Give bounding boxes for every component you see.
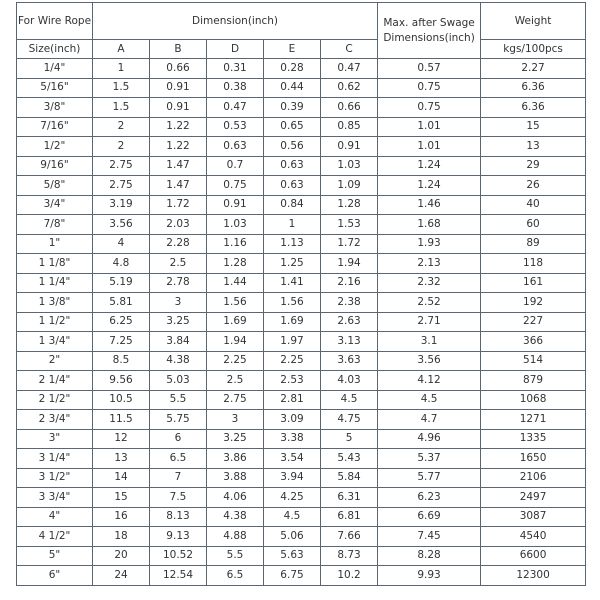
- cell-max-after-swage: 4.5: [378, 390, 481, 410]
- cell-max-after-swage: 3.1: [378, 332, 481, 352]
- cell-d: 1.44: [207, 273, 264, 293]
- cell-a: 4.8: [93, 254, 150, 274]
- cell-size: 6": [17, 566, 93, 586]
- cell-c: 0.47: [321, 59, 378, 79]
- cell-weight: 118: [481, 254, 586, 274]
- table-row: [17, 507, 586, 527]
- header-weight: Weight: [481, 3, 586, 40]
- table-row: [17, 273, 586, 293]
- cell-a: 11.5: [93, 410, 150, 430]
- cell-a: 2.75: [93, 176, 150, 196]
- table-row: [17, 527, 586, 547]
- cell-c: 1.53: [321, 215, 378, 235]
- cell-max-after-swage: 3.56: [378, 351, 481, 371]
- cell-a: 15: [93, 488, 150, 508]
- table-row: [17, 332, 586, 352]
- cell-a: 8.5: [93, 351, 150, 371]
- cell-max-after-swage: 0.75: [378, 98, 481, 118]
- table-row: [17, 176, 586, 196]
- cell-e: 5.63: [264, 546, 321, 566]
- cell-c: 4.03: [321, 371, 378, 391]
- cell-d: 1.56: [207, 293, 264, 313]
- cell-max-after-swage: 2.71: [378, 312, 481, 332]
- cell-max-after-swage: 4.96: [378, 429, 481, 449]
- cell-b: 2.03: [150, 215, 207, 235]
- cell-e: 0.65: [264, 117, 321, 137]
- table-row: [17, 429, 586, 449]
- cell-weight: 6.36: [481, 98, 586, 118]
- cell-weight: 366: [481, 332, 586, 352]
- cell-e: 0.28: [264, 59, 321, 79]
- cell-e: 0.39: [264, 98, 321, 118]
- cell-e: 0.44: [264, 78, 321, 98]
- cell-max-after-swage: 7.45: [378, 527, 481, 547]
- cell-e: 2.25: [264, 351, 321, 371]
- cell-a: 20: [93, 546, 150, 566]
- cell-size: 1 3/4": [17, 332, 93, 352]
- cell-max-after-swage: 8.28: [378, 546, 481, 566]
- cell-d: 4.38: [207, 507, 264, 527]
- header-col-a: A: [93, 40, 150, 59]
- cell-b: 5.5: [150, 390, 207, 410]
- cell-a: 2: [93, 137, 150, 157]
- cell-weight: 15: [481, 117, 586, 137]
- cell-e: 3.94: [264, 468, 321, 488]
- cell-a: 2: [93, 117, 150, 137]
- cell-d: 0.7: [207, 156, 264, 176]
- cell-weight: 2497: [481, 488, 586, 508]
- cell-e: 2.81: [264, 390, 321, 410]
- cell-b: 9.13: [150, 527, 207, 547]
- table-row: [17, 410, 586, 430]
- cell-e: 1.41: [264, 273, 321, 293]
- cell-b: 7: [150, 468, 207, 488]
- cell-a: 1.5: [93, 78, 150, 98]
- cell-weight: 227: [481, 312, 586, 332]
- cell-a: 14: [93, 468, 150, 488]
- cell-e: 3.54: [264, 449, 321, 469]
- cell-weight: 6.36: [481, 78, 586, 98]
- table-row: [17, 351, 586, 371]
- cell-b: 4.38: [150, 351, 207, 371]
- cell-weight: 514: [481, 351, 586, 371]
- cell-weight: 4540: [481, 527, 586, 547]
- cell-d: 3: [207, 410, 264, 430]
- cell-weight: 13: [481, 137, 586, 157]
- table-row: [17, 566, 586, 586]
- cell-c: 0.66: [321, 98, 378, 118]
- cell-weight: 3087: [481, 507, 586, 527]
- cell-d: 2.75: [207, 390, 264, 410]
- cell-size: 3/8": [17, 98, 93, 118]
- cell-max-after-swage: 5.37: [378, 449, 481, 469]
- cell-size: 1/2": [17, 137, 93, 157]
- cell-d: 0.91: [207, 195, 264, 215]
- header-weight-unit: kgs/100pcs: [481, 40, 586, 59]
- cell-size: 1 3/8": [17, 293, 93, 313]
- table-row: [17, 195, 586, 215]
- cell-c: 1.72: [321, 234, 378, 254]
- header-col-e: E: [264, 40, 321, 59]
- cell-a: 2.75: [93, 156, 150, 176]
- table-row: [17, 98, 586, 118]
- cell-max-after-swage: 0.75: [378, 78, 481, 98]
- cell-size: 3": [17, 429, 93, 449]
- cell-weight: 29: [481, 156, 586, 176]
- cell-c: 5: [321, 429, 378, 449]
- table-row: [17, 488, 586, 508]
- cell-b: 10.52: [150, 546, 207, 566]
- header-dimension: Dimension(inch): [93, 3, 378, 40]
- cell-b: 6.5: [150, 449, 207, 469]
- cell-b: 2.78: [150, 273, 207, 293]
- cell-weight: 2.27: [481, 59, 586, 79]
- cell-weight: 6600: [481, 546, 586, 566]
- cell-e: 1.97: [264, 332, 321, 352]
- header-col-d: D: [207, 40, 264, 59]
- cell-a: 16: [93, 507, 150, 527]
- cell-max-after-swage: 9.93: [378, 566, 481, 586]
- table-row: [17, 215, 586, 235]
- cell-size: 4 1/2": [17, 527, 93, 547]
- table-row: [17, 449, 586, 469]
- cell-e: 4.5: [264, 507, 321, 527]
- cell-size: 1 1/8": [17, 254, 93, 274]
- cell-weight: 192: [481, 293, 586, 313]
- cell-e: 5.06: [264, 527, 321, 547]
- cell-max-after-swage: 1.01: [378, 137, 481, 157]
- cell-c: 10.2: [321, 566, 378, 586]
- cell-d: 4.88: [207, 527, 264, 547]
- cell-d: 0.63: [207, 137, 264, 157]
- cell-c: 2.16: [321, 273, 378, 293]
- cell-c: 6.81: [321, 507, 378, 527]
- cell-max-after-swage: 1.24: [378, 176, 481, 196]
- cell-a: 9.56: [93, 371, 150, 391]
- cell-c: 3.63: [321, 351, 378, 371]
- cell-size: 5/16": [17, 78, 93, 98]
- cell-a: 6.25: [93, 312, 150, 332]
- cell-a: 3.56: [93, 215, 150, 235]
- cell-weight: 2106: [481, 468, 586, 488]
- cell-e: 3.09: [264, 410, 321, 430]
- cell-b: 2.28: [150, 234, 207, 254]
- cell-e: 1.56: [264, 293, 321, 313]
- cell-weight: 60: [481, 215, 586, 235]
- cell-c: 1.28: [321, 195, 378, 215]
- cell-max-after-swage: 5.77: [378, 468, 481, 488]
- cell-d: 2.5: [207, 371, 264, 391]
- cell-size: 2": [17, 351, 93, 371]
- cell-e: 1: [264, 215, 321, 235]
- header-col-b: B: [150, 40, 207, 59]
- table-row: [17, 117, 586, 137]
- cell-b: 0.66: [150, 59, 207, 79]
- cell-max-after-swage: 0.57: [378, 59, 481, 79]
- cell-b: 6: [150, 429, 207, 449]
- cell-c: 4.5: [321, 390, 378, 410]
- cell-size: 3 3/4": [17, 488, 93, 508]
- table-row: [17, 293, 586, 313]
- cell-d: 1.94: [207, 332, 264, 352]
- cell-b: 3.25: [150, 312, 207, 332]
- cell-c: 2.38: [321, 293, 378, 313]
- cell-e: 4.25: [264, 488, 321, 508]
- cell-b: 1.47: [150, 156, 207, 176]
- cell-b: 1.47: [150, 176, 207, 196]
- table-row: [17, 254, 586, 274]
- table-row: [17, 234, 586, 254]
- cell-d: 0.31: [207, 59, 264, 79]
- cell-size: 3/4": [17, 195, 93, 215]
- cell-size: 7/8": [17, 215, 93, 235]
- cell-e: 0.56: [264, 137, 321, 157]
- cell-b: 1.72: [150, 195, 207, 215]
- cell-a: 5.19: [93, 273, 150, 293]
- cell-a: 12: [93, 429, 150, 449]
- table-row: [17, 137, 586, 157]
- cell-size: 3 1/4": [17, 449, 93, 469]
- cell-c: 5.84: [321, 468, 378, 488]
- cell-a: 4: [93, 234, 150, 254]
- cell-c: 3.13: [321, 332, 378, 352]
- cell-max-after-swage: 1.01: [378, 117, 481, 137]
- cell-d: 3.86: [207, 449, 264, 469]
- cell-b: 3.84: [150, 332, 207, 352]
- cell-b: 5.03: [150, 371, 207, 391]
- cell-b: 1.22: [150, 117, 207, 137]
- cell-size: 5/8": [17, 176, 93, 196]
- cell-size: 2 3/4": [17, 410, 93, 430]
- cell-e: 3.38: [264, 429, 321, 449]
- cell-e: 0.63: [264, 156, 321, 176]
- cell-d: 0.53: [207, 117, 264, 137]
- cell-d: 3.88: [207, 468, 264, 488]
- cell-c: 1.09: [321, 176, 378, 196]
- cell-max-after-swage: 6.69: [378, 507, 481, 527]
- cell-b: 5.75: [150, 410, 207, 430]
- cell-e: 0.63: [264, 176, 321, 196]
- cell-weight: 161: [481, 273, 586, 293]
- cell-b: 0.91: [150, 78, 207, 98]
- cell-d: 2.25: [207, 351, 264, 371]
- cell-b: 1.22: [150, 137, 207, 157]
- table-row: [17, 156, 586, 176]
- cell-a: 18: [93, 527, 150, 547]
- cell-e: 1.13: [264, 234, 321, 254]
- cell-weight: 879: [481, 371, 586, 391]
- cell-max-after-swage: 6.23: [378, 488, 481, 508]
- cell-a: 1.5: [93, 98, 150, 118]
- cell-d: 0.75: [207, 176, 264, 196]
- table-row: [17, 546, 586, 566]
- cell-d: 1.16: [207, 234, 264, 254]
- cell-d: 3.25: [207, 429, 264, 449]
- cell-d: 6.5: [207, 566, 264, 586]
- cell-a: 10.5: [93, 390, 150, 410]
- cell-c: 6.31: [321, 488, 378, 508]
- header-for-wire-rope: For Wire Rope: [17, 3, 93, 40]
- table-row: [17, 371, 586, 391]
- cell-d: 5.5: [207, 546, 264, 566]
- cell-a: 13: [93, 449, 150, 469]
- cell-weight: 1650: [481, 449, 586, 469]
- cell-weight: 1271: [481, 410, 586, 430]
- cell-b: 0.91: [150, 98, 207, 118]
- cell-size: 1 1/4": [17, 273, 93, 293]
- cell-weight: 1068: [481, 390, 586, 410]
- swage-dimension-table: [16, 2, 586, 586]
- cell-e: 1.69: [264, 312, 321, 332]
- cell-weight: 1335: [481, 429, 586, 449]
- cell-c: 1.03: [321, 156, 378, 176]
- cell-max-after-swage: 4.7: [378, 410, 481, 430]
- cell-c: 7.66: [321, 527, 378, 547]
- cell-e: 2.53: [264, 371, 321, 391]
- cell-c: 0.91: [321, 137, 378, 157]
- cell-max-after-swage: 2.32: [378, 273, 481, 293]
- cell-size: 4": [17, 507, 93, 527]
- cell-weight: 12300: [481, 566, 586, 586]
- cell-size: 1 1/2": [17, 312, 93, 332]
- cell-a: 5.81: [93, 293, 150, 313]
- cell-c: 8.73: [321, 546, 378, 566]
- cell-a: 1: [93, 59, 150, 79]
- cell-size: 2 1/2": [17, 390, 93, 410]
- cell-e: 0.84: [264, 195, 321, 215]
- cell-c: 0.85: [321, 117, 378, 137]
- cell-e: 1.25: [264, 254, 321, 274]
- cell-d: 0.38: [207, 78, 264, 98]
- table-row: [17, 390, 586, 410]
- cell-max-after-swage: 4.12: [378, 371, 481, 391]
- table-row: [17, 78, 586, 98]
- cell-weight: 26: [481, 176, 586, 196]
- cell-d: 1.69: [207, 312, 264, 332]
- cell-c: 4.75: [321, 410, 378, 430]
- cell-a: 24: [93, 566, 150, 586]
- cell-b: 12.54: [150, 566, 207, 586]
- cell-max-after-swage: 1.46: [378, 195, 481, 215]
- cell-b: 3: [150, 293, 207, 313]
- cell-size: 7/16": [17, 117, 93, 137]
- cell-weight: 40: [481, 195, 586, 215]
- cell-max-after-swage: 2.13: [378, 254, 481, 274]
- cell-size: 3 1/2": [17, 468, 93, 488]
- cell-e: 6.75: [264, 566, 321, 586]
- header-max-after-swage: Max. after Swage Dimensions(inch): [378, 3, 481, 59]
- cell-b: 8.13: [150, 507, 207, 527]
- table-row: [17, 59, 586, 79]
- cell-d: 0.47: [207, 98, 264, 118]
- cell-size: 5": [17, 546, 93, 566]
- table-row: [17, 312, 586, 332]
- cell-size: 2 1/4": [17, 371, 93, 391]
- table-body: [17, 59, 586, 586]
- cell-max-after-swage: 2.52: [378, 293, 481, 313]
- cell-d: 1.03: [207, 215, 264, 235]
- cell-size: 1/4": [17, 59, 93, 79]
- header-size: Size(inch): [17, 40, 93, 59]
- cell-d: 1.28: [207, 254, 264, 274]
- table-header: [17, 3, 586, 59]
- cell-c: 2.63: [321, 312, 378, 332]
- cell-c: 5.43: [321, 449, 378, 469]
- cell-weight: 89: [481, 234, 586, 254]
- cell-c: 1.94: [321, 254, 378, 274]
- cell-max-after-swage: 1.93: [378, 234, 481, 254]
- cell-b: 2.5: [150, 254, 207, 274]
- cell-c: 0.62: [321, 78, 378, 98]
- cell-max-after-swage: 1.24: [378, 156, 481, 176]
- cell-size: 1": [17, 234, 93, 254]
- cell-max-after-swage: 1.68: [378, 215, 481, 235]
- cell-a: 7.25: [93, 332, 150, 352]
- cell-d: 4.06: [207, 488, 264, 508]
- header-col-c: C: [321, 40, 378, 59]
- cell-b: 7.5: [150, 488, 207, 508]
- cell-a: 3.19: [93, 195, 150, 215]
- cell-size: 9/16": [17, 156, 93, 176]
- table-row: [17, 468, 586, 488]
